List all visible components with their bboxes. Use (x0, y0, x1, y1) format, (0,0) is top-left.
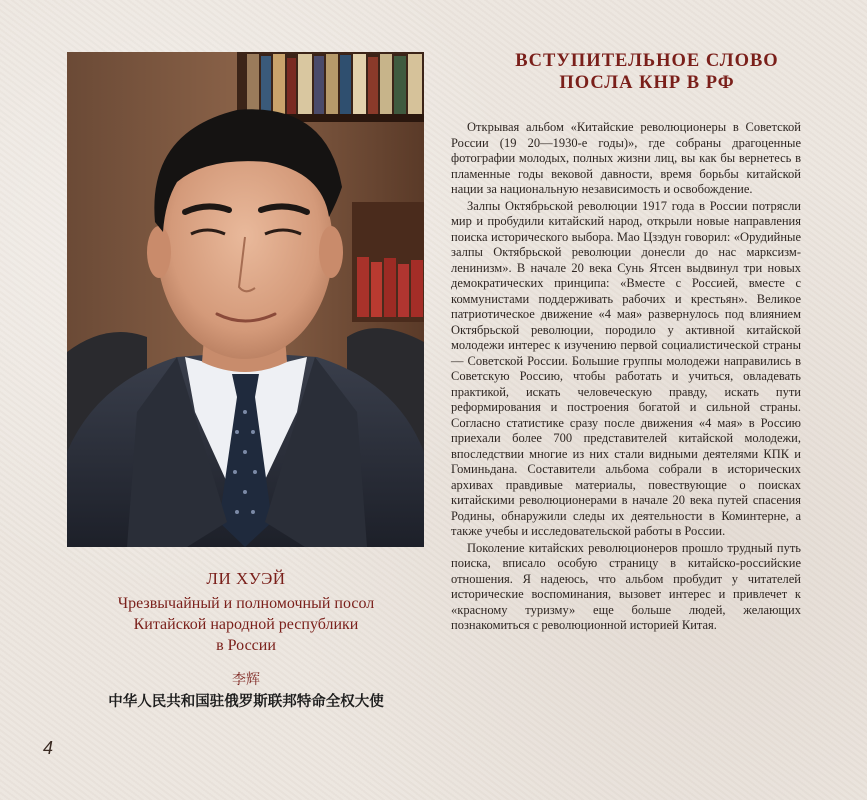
article-paragraph: Поколение китайских революционеров прошло трудный путь поиска, вписало особую страницу в китайско-российские отношения. Я надеюсь, что альбом пробудит у читателей исторические воспоминания, вызовет интерес и привлечет к «красному туризму» еще больше людей, желающих познакомиться с революционной историей Китая. (451, 540, 801, 632)
person-title-ru-line: Чрезвычайный и полномочный посол (117, 595, 375, 612)
page-number: 4 (43, 738, 54, 758)
section-heading-line: ПОСЛА КНР В РФ (559, 73, 735, 93)
person-title-zh: 中华人民共和国驻俄罗斯联邦特命全权大使 (108, 694, 384, 710)
section-heading-line: ВСТУПИТЕЛЬНОЕ СЛОВО (515, 51, 779, 71)
person-name-ru: ЛИ ХУЭЙ (206, 569, 286, 588)
portrait-illustration (67, 52, 424, 547)
article-paragraph: Залпы Октябрьской революции 1917 года в России потрясли мир и пробудили китайский народ, открыли новые направления поиска исторического выбора. Мао Цзэдун говорил: «Орудийные залпы Октябрьской революции донесли до нас марксизм-ленинизм». В начале 20 века Сунь Ятсен выдвинул три новых демократических принципа: «Вместе с Россией, вместе с коммунистами поддерживать рабочих и крестьян». Великое патриотическое движение «4 мая» развернулось под влиянием Октябрьской революции, породило у активной китайской молодежи интерес к изучению первой социалистической страны — Советской России. Большие группы молодежи направились в Советскую Россию, чтобы работать и учиться, овладевать практикой, искать человеческую правду, искать пути реформирования и построения богатой и сильной страны. Согласно статистике сразу после движения «4 мая» в Россию приехали более 700 представителей китайской молодежи, впоследствии многие из них стали видными деятелями КПК и Гоминьдана. Составители альбома собрали в исторических архивах правдивые материалы, повествующие о поисках китайскими революционерами в начале 20 века путей спасения Родины, обнаружили следы их деятельности в Коминтерне, а также учебы и исследовательской работы в России. (451, 198, 801, 538)
person-title-ru-line: в России (216, 637, 276, 654)
article-paragraph: Открывая альбом «Китайские революционеры в Советской России (19 20—1930-е годы)», где собраны драгоценные фотографии молодых, полных жизни лиц, вы как бы вернетесь в пламенные годы вековой давности, время борьбы китайской нации за национальную независимость и освобождение. (451, 120, 801, 196)
section-heading (447, 50, 847, 94)
person-title-ru (60, 593, 432, 656)
person-name-zh: 李辉 (232, 672, 260, 688)
person-title-ru-line: Китайской народной республики (133, 616, 359, 633)
portrait-photo (67, 52, 424, 547)
portrait-caption (60, 568, 432, 712)
article-body (451, 120, 801, 635)
